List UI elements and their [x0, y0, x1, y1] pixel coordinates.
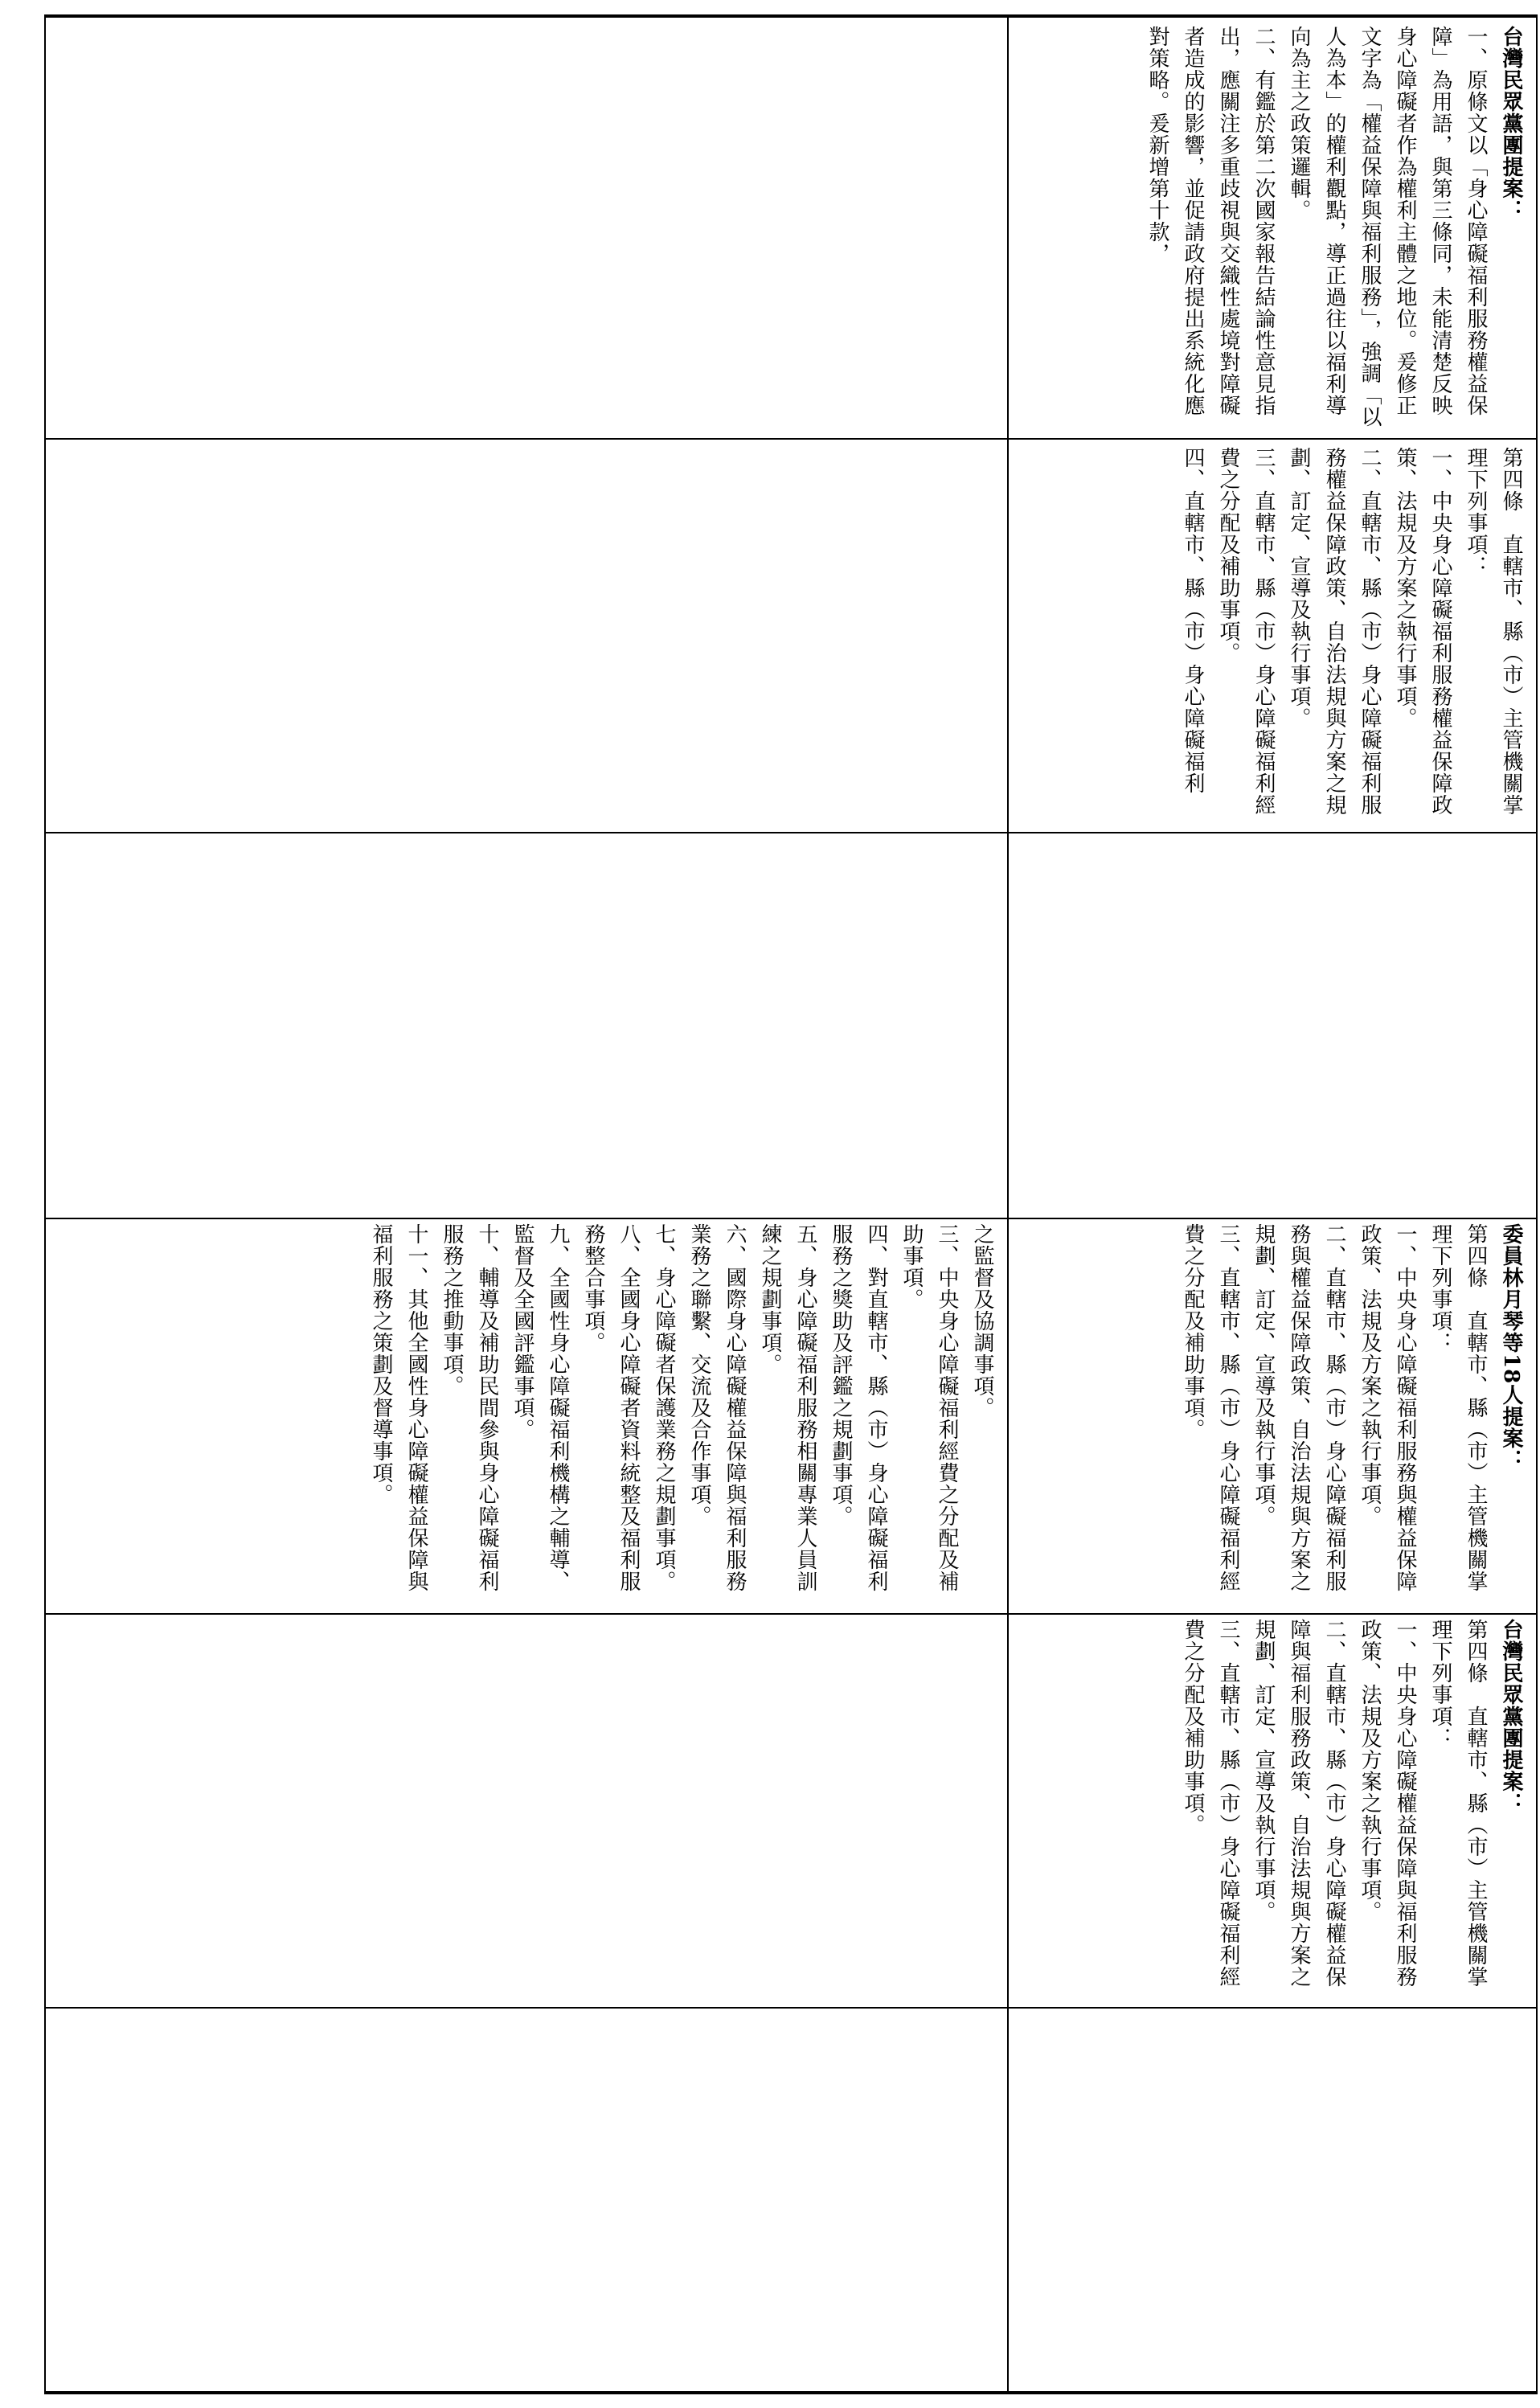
article-line: 第四條 直轄市、縣（市）主管機關掌理下列事項：: [1428, 1223, 1488, 1592]
cell-heading: 台灣民眾黨團提案：: [1499, 1619, 1523, 1814]
central-items-cell: [51, 1223, 1000, 1607]
article-line: 一、中央身心障礙權益保障與福利服務政策、法規及方案之執行事項。: [1358, 1619, 1417, 1988]
cell-heading: 委員林月琴等18人提案：: [1499, 1223, 1523, 1472]
rationale-item: 一、原條文以「身心障礙福利服務權益保障」為用語，與第三條同，未能清楚反映身心障礙者作為權利主體之地位。爰修正文字為「權益保障與福利服務」，強調「以人為本」的權利觀點，導正過往以福利導向為主之政策邏輯。: [1287, 26, 1488, 428]
article-line: 之監督及協調事項。: [970, 1223, 994, 1419]
rationale-item: 二、有鑑於第二次國家報告結論性意見指出，應關注多重歧視與交織性處境對障礙者造成的影響，並促請政府提出系統化應對策略。爰新增第十款，: [1145, 26, 1276, 416]
article-line: 四、對直轄市、縣（市）身心障礙福利服務之獎助及評鑑之規劃事項。: [829, 1223, 888, 1592]
table-right-border: [1536, 18, 1538, 2391]
article-line: 三、直轄市、縣（市）身心障礙福利經費之分配及補助事項。: [1181, 1619, 1240, 1988]
current-article4-cell: [1014, 447, 1529, 826]
article-line: 二、直轄市、縣（市）身心障礙權益保障與福利服務政策、自治法規與方案之規劃、訂定、宣導及執行事項。: [1251, 1619, 1346, 1988]
article-line: 第四條 直轄市、縣（市）主管機關掌理下列事項：: [1428, 1619, 1488, 1988]
article-line: 三、直轄市、縣（市）身心障礙福利經費之分配及補助事項。: [1216, 447, 1276, 816]
row-divider: [44, 438, 1536, 440]
row-divider: [44, 1613, 1536, 1615]
table-bottom-border: [44, 2391, 1538, 2394]
article-line: 第四條 直轄市、縣（市）主管機關掌理下列事項：: [1464, 447, 1523, 816]
tpp-rationale-cell: [1014, 26, 1529, 432]
article-line: 九、全國性身心障礙福利機構之輔導、監督及全國評鑑事項。: [510, 1223, 570, 1592]
article-line: 七、身心障礙者保護業務之規劃事項。: [652, 1223, 676, 1592]
article-line: 二、直轄市、縣（市）身心障礙福利服務與權益保障政策、自治法規與方案之規劃、訂定、宣導及執行事項。: [1251, 1223, 1346, 1592]
article-line: 二、直轄市、縣（市）身心障礙福利服務權益保障政策、自治法規與方案之規劃、訂定、宣導及執行事項。: [1287, 447, 1382, 816]
cell-heading: 台灣民眾黨團提案：: [1499, 26, 1523, 221]
article-line: 八、全國身心障礙者資料統整及福利服務整合事項。: [581, 1223, 641, 1592]
article-line: 五、身心障礙福利服務相關專業人員訓練之規劃事項。: [758, 1223, 817, 1592]
row-divider: [44, 832, 1536, 833]
article-line: 四、直轄市、縣（市）身心障礙福利: [1181, 447, 1205, 794]
row-divider: [44, 1218, 1536, 1219]
table-top-border: [44, 14, 1538, 18]
article-line: 十一、其他全國性身心障礙權益保障與福利服務之策劃及督導事項。: [369, 1223, 428, 1592]
article-line: 一、中央身心障礙福利服務權益保障政策、法規及方案之執行事項。: [1393, 447, 1452, 816]
article-line: 六、國際身心障礙權益保障與福利服務業務之聯繫、交流及合作事項。: [687, 1223, 747, 1592]
article-line: 三、中央身心障礙福利經費之分配及補助事項。: [899, 1223, 959, 1592]
article-line: 三、直轄市、縣（市）身心障礙福利經費之分配及補助事項。: [1181, 1223, 1240, 1592]
table-left-border: [44, 18, 46, 2391]
article-line: 十、輔導及補助民間參與身心障礙福利服務之推動事項。: [440, 1223, 499, 1592]
article-line: 一、中央身心障礙福利服務與權益保障政策、法規及方案之執行事項。: [1358, 1223, 1417, 1592]
column-divider: [1007, 18, 1009, 2391]
row-divider: [44, 2007, 1536, 2009]
lin-article4-cell: [1014, 1223, 1529, 1607]
tpp-article4-cell: [1014, 1619, 1529, 2001]
